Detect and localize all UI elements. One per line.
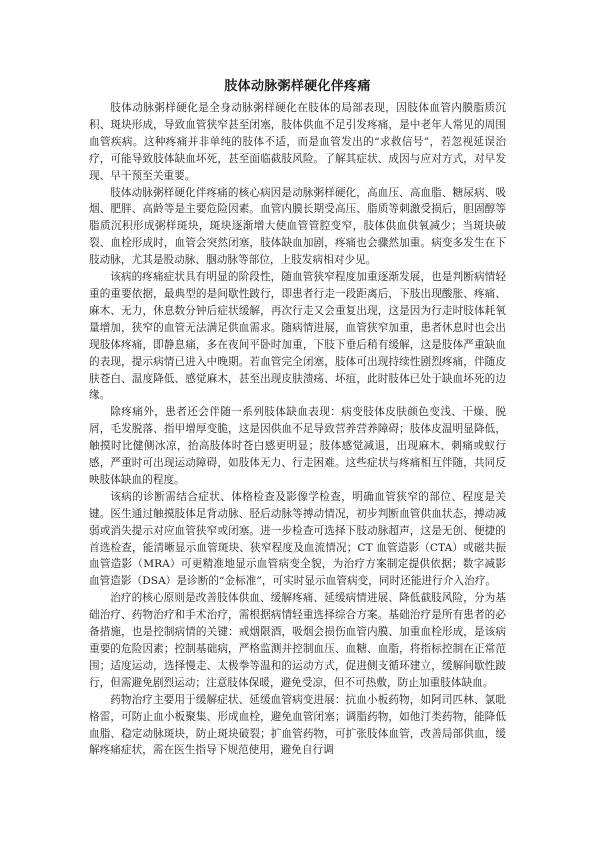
paragraph-pain-stages: 该病的疼痛症状具有明显的阶段性，随血管狭窄程度加重逐渐发展，也是判断病情轻重的重要依据，最典型的是间歇性跛行，即患者行走一段距离后，下肢出现酸胀、疼痛、麻木、无力，休息数分钟后症状缓解，再次行走又会重复出现，这是因为行走时肢体耗氧量增加，狭窄的血管无法满足供血需求。随病情进展，血管狭窄加重，患者休息时也会出现肢体疼痛，即静息痛，多在夜间平卧时加重，下肢下垂后稍有缓解，这是肢体严重缺血的表现，提示病情已进入中晚期。若血管完全闭塞，肢体可出现持续性剧烈疼痛，伴随皮肤苍白、温度降低、感觉麻木，甚至出现皮肤溃疡、坏疽，此时肢体已处于缺血坏死的边缘。 <box>89 271 506 402</box>
paragraph-diagnosis: 该病的诊断需结合症状、体格检查及影像学检查，明确血管狭窄的部位、程度是关键。医生通过触摸肢体足背动脉、胫后动脉等搏动情况，初步判断血管供血状态，搏动减弱或消失提示对应血管狭窄或闭塞。进一步检查可选择下肢动脉超声，这是无创、便捷的首选检查，能清晰显示血管斑块、狭窄程度及血流情况；CT 血管造影（CTA）或磁共振血管造影（MRA）可更精准地显示血管病变全貌，为治疗方案制定提供依据；数字减影血管造影（DSA）是诊断的“金标准”，可实时显示血管病变，同时还能进行介入治疗。 <box>89 490 506 588</box>
paragraph-treatment-basic: 治疗的核心原则是改善肢体供血、缓解疼痛、延缓病情进展、降低截肢风险，分为基础治疗、药物治疗和手术治疗，需根据病情轻重选择综合方案。基础治疗是所有患者的必备措施，也是控制病情的关键：戒烟限酒，吸烟会损伤血管内膜、加重血栓形成，是该病重要的危险因素；控制基础病，严格监测并控制血压、血糖、血脂，将指标控制在正常范围；适度运动，选择慢走、太极拳等温和的运动方式，促进侧支循环建立，缓解间歇性跛行，但需避免剧烈运动；注意肢体保暖，避免受凉，但不可热敷，防止加重肢体缺血。 <box>89 592 506 689</box>
paragraph-treatment-drugs: 药物治疗主要用于缓解症状、延缓血管病变进展：抗血小板药物，如阿司匹林、氯吡格雷，可防止血小板聚集、形成血栓，避免血管闭塞；调脂药物，如他汀类药物，能降低血脂、稳定动脉斑块，防止斑块破裂；扩血管药物，可扩张肢体血管，改善局部供血，缓解疼痛症状，需在医生指导下规范使用，避免自行调 <box>89 693 506 757</box>
paragraph-intro: 肢体动脉粥样硬化是全身动脉粥样硬化在肢体的局部表现，因肢体血管内膜脂质沉积、斑块形成，导致血管狭窄甚至闭塞，肢体供血不足引发疼痛，是中老年人常见的周围血管疾病。这种疼痛并非单纯的肢体不适，而是血管发出的“求救信号”，若忽视延误治疗，可能导致肢体缺血坏死，甚至面临截肢风险。了解其症状、成因与应对方式，对早发现、早干预至关重要。 <box>89 102 506 182</box>
paragraph-causes: 肢体动脉粥样硬化伴疼痛的核心病因是动脉粥样硬化，高血压、高血脂、糖尿病、吸烟、肥胖、高龄等是主要危险因素。血管内膜长期受高压、脂质等刺激受损后，胆固醇等脂质沉积形成粥样斑块，斑块逐渐增大使血管管腔变窄，肢体供血供氧减少；当斑块破裂、血栓形成时，血管会突然闭塞，肢体缺血加剧，疼痛也会骤然加重。病变多发生在下肢动脉，尤其是股动脉、腘动脉等部位，上肢发病相对少见。 <box>89 186 506 267</box>
paragraph-ischemia-signs: 除疼痛外，患者还会伴随一系列肢体缺血表现：病变肢体皮肤颜色变浅、干燥、脱屑，毛发脱落、指甲增厚变脆，这是因供血不足导致营养营养障碍；肢体皮温明显降低，触摸时比健侧冰凉，抬高肢体时苍白感更明显；肢体感觉减退，出现麻木、刺痛或蚁行感，严重时可出现运动障碍，如肢体无力、行走困难。这些症状与疼痛相互伴随，共同反映肢体缺血的程度。 <box>89 406 506 486</box>
document-title: 肢体动脉粥样硬化伴疼痛 <box>224 79 371 94</box>
